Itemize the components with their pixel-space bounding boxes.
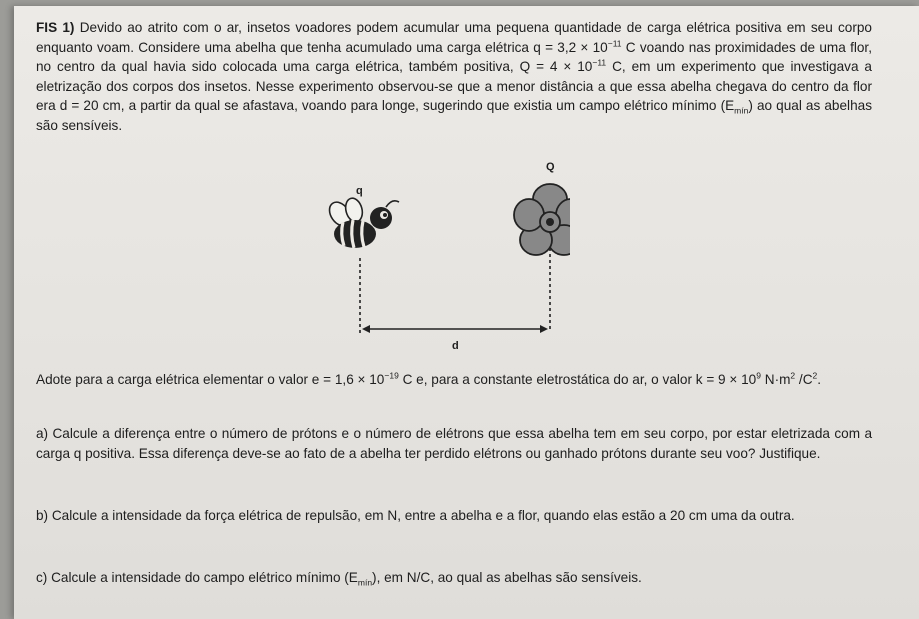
bee-illustration — [325, 196, 399, 248]
constants-text-4: /C — [795, 372, 813, 387]
question-c-text-1: c) Calcule a intensidade do campo elétrico mínimo (E — [36, 570, 358, 585]
flower-illustration — [514, 184, 570, 330]
bee-flower-diagram — [310, 154, 570, 354]
charge-Q-exponent: −11 — [592, 57, 607, 68]
charge-q-exponent: −11 — [607, 37, 622, 48]
k-exponent: 9 — [756, 370, 761, 381]
constants-text-1: Adote para a carga elétrica elementar o valor e = 1,6 × 10 — [36, 372, 385, 387]
distance-arrowhead-right — [540, 325, 548, 333]
coulomb-exponent: 2 — [812, 370, 818, 381]
constants-statement — [36, 370, 872, 390]
statement-text-2: C voando nas proximidades de uma flor, no centro da qual havia sido colocada uma carga elétrica, também positiva, Q = 4 × 10 — [36, 39, 872, 74]
constants-text-5: . — [817, 372, 822, 387]
worksheet-page — [14, 6, 919, 619]
constants-text-2: C e, para a constante eletrostática do ar, o valor k = 9 × 10 — [398, 372, 757, 387]
question-a: a) Calcule a diferença entre o número de prótons e o número de elétrons que essa abelha tem em seu corpo, por estar eletrizada com a carga q positiva. Essa diferença deve-se ao fato de a abelha ter perdido elétrons ou ganhado prótons durante seu voo? Justifique. — [36, 426, 872, 461]
distance-label: d — [452, 340, 459, 352]
statement-text-4: ) ao qual as abelhas são sensíveis. — [36, 98, 872, 133]
flower-charge-label: Q — [546, 161, 555, 173]
question-c — [36, 568, 872, 588]
emin-subscript: mín — [734, 105, 749, 116]
elementary-charge-exponent: −19 — [384, 370, 399, 381]
statement-text-3: C, em um experimento que investigava a eletrização dos corpos dos insetos. Nesse experimento observou-se que a menor distância a que essa abelha chegava do centro da flor era d = 20 cm, a partir da qual se afastava, voando para longe, sugerindo que existia um campo elétrico mínimo (E — [36, 59, 872, 113]
question-c-text-2: ), em N/C, ao qual as abelhas são sensíveis. — [372, 570, 642, 585]
bee-charge-label: q — [356, 185, 363, 197]
problem-statement — [36, 18, 872, 135]
meter-exponent: 2 — [790, 370, 796, 381]
constants-text-3: N·m — [760, 372, 791, 387]
statement-text-1: Devido ao atrito com o ar, insetos voadores podem acumular uma pequena quantidade de carga elétrica positiva em seu corpo enquanto voam. Considere uma abelha que tenha acumulado uma carga elétrica q = 3,2 × 10 — [36, 20, 872, 55]
question-c-emin-subscript: mín — [357, 577, 373, 588]
question-b: b) Calcule a intensidade da força elétrica de repulsão, em N, entre a abelha e a flor, quando elas estão a 20 cm uma da outra. — [36, 508, 795, 523]
distance-arrowhead-left — [362, 325, 370, 333]
problem-label: FIS 1) — [36, 20, 75, 35]
